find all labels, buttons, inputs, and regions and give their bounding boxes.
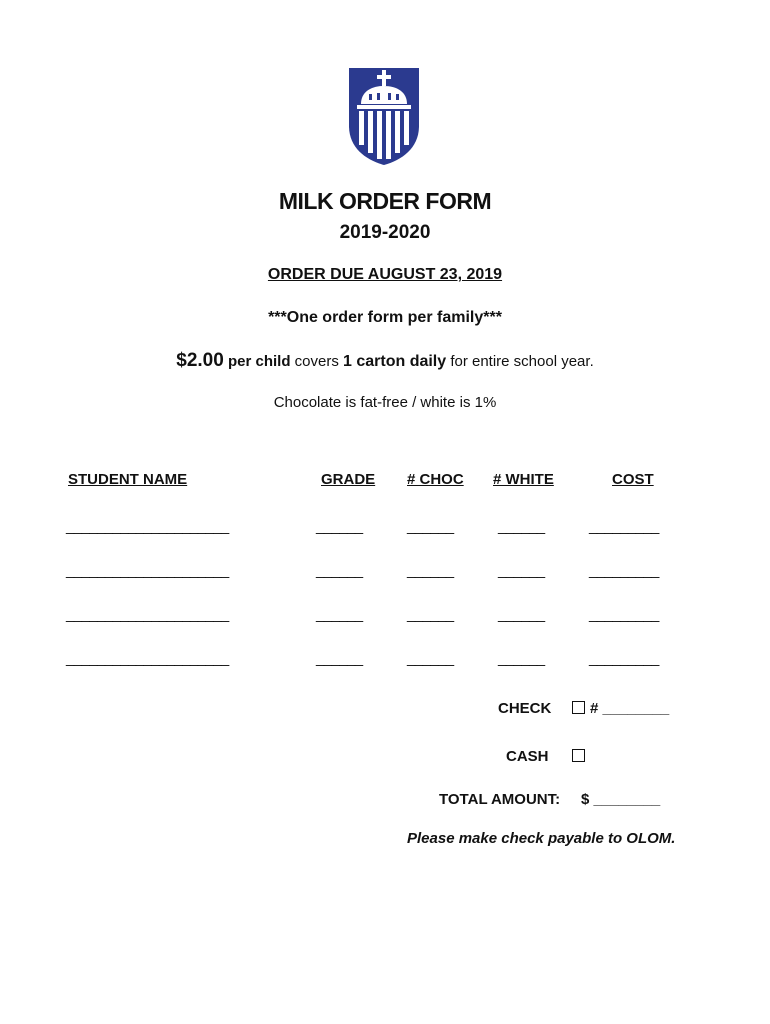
check-label: CHECK xyxy=(498,700,552,717)
cash-checkbox[interactable] xyxy=(572,749,585,762)
choc-count-field[interactable]: ______ xyxy=(407,650,454,667)
header-choc: # CHOC xyxy=(407,471,464,488)
total-amount-field[interactable]: $ ________ xyxy=(581,791,661,808)
student-name-field[interactable]: _____________________ xyxy=(66,518,229,535)
school-crest-logo xyxy=(347,66,421,166)
price-carton: 1 carton daily xyxy=(343,353,447,370)
grade-field[interactable]: ______ xyxy=(316,650,363,667)
check-number-field[interactable]: # ________ xyxy=(590,700,670,717)
header-white: # WHITE xyxy=(493,471,554,488)
cash-option xyxy=(572,748,590,766)
form-title: MILK ORDER FORM xyxy=(278,188,492,214)
price-line xyxy=(0,350,770,372)
price-amount: $2.00 xyxy=(176,350,224,371)
white-count-field[interactable]: ______ xyxy=(498,606,545,623)
header-grade: GRADE xyxy=(321,471,376,488)
student-name-field[interactable]: _____________________ xyxy=(66,606,229,623)
payable-note: Please make check payable to OLOM. xyxy=(407,830,676,847)
cost-field[interactable]: _________ xyxy=(589,606,659,623)
student-name-field[interactable]: _____________________ xyxy=(66,562,229,579)
price-rest: for entire school year. xyxy=(446,353,594,370)
cash-label: CASH xyxy=(506,748,549,765)
check-option xyxy=(572,700,669,717)
school-year: 2019-2020 xyxy=(339,222,431,243)
order-due-date: ORDER DUE AUGUST 23, 2019 xyxy=(267,266,503,283)
header-cost: COST xyxy=(612,471,654,488)
grade-field[interactable]: ______ xyxy=(316,518,363,535)
cost-field[interactable]: _________ xyxy=(589,562,659,579)
cost-field[interactable]: _________ xyxy=(589,650,659,667)
white-count-field[interactable]: ______ xyxy=(498,518,545,535)
header-student-name: STUDENT NAME xyxy=(68,471,188,488)
total-amount-label: TOTAL AMOUNT: xyxy=(439,791,561,808)
choc-count-field[interactable]: ______ xyxy=(407,562,454,579)
white-count-field[interactable]: ______ xyxy=(498,562,545,579)
milk-type-note: Chocolate is fat-free / white is 1% xyxy=(273,394,497,411)
choc-count-field[interactable]: ______ xyxy=(407,606,454,623)
student-name-field[interactable]: _____________________ xyxy=(66,650,229,667)
price-per-child: per child xyxy=(227,353,291,370)
choc-count-field[interactable]: ______ xyxy=(407,518,454,535)
grade-field[interactable]: ______ xyxy=(316,606,363,623)
one-form-notice: ***One order form per family*** xyxy=(268,309,502,326)
white-count-field[interactable]: ______ xyxy=(498,650,545,667)
price-covers: covers xyxy=(290,353,343,370)
check-checkbox[interactable] xyxy=(572,701,585,714)
cost-field[interactable]: _________ xyxy=(589,518,659,535)
grade-field[interactable]: ______ xyxy=(316,562,363,579)
